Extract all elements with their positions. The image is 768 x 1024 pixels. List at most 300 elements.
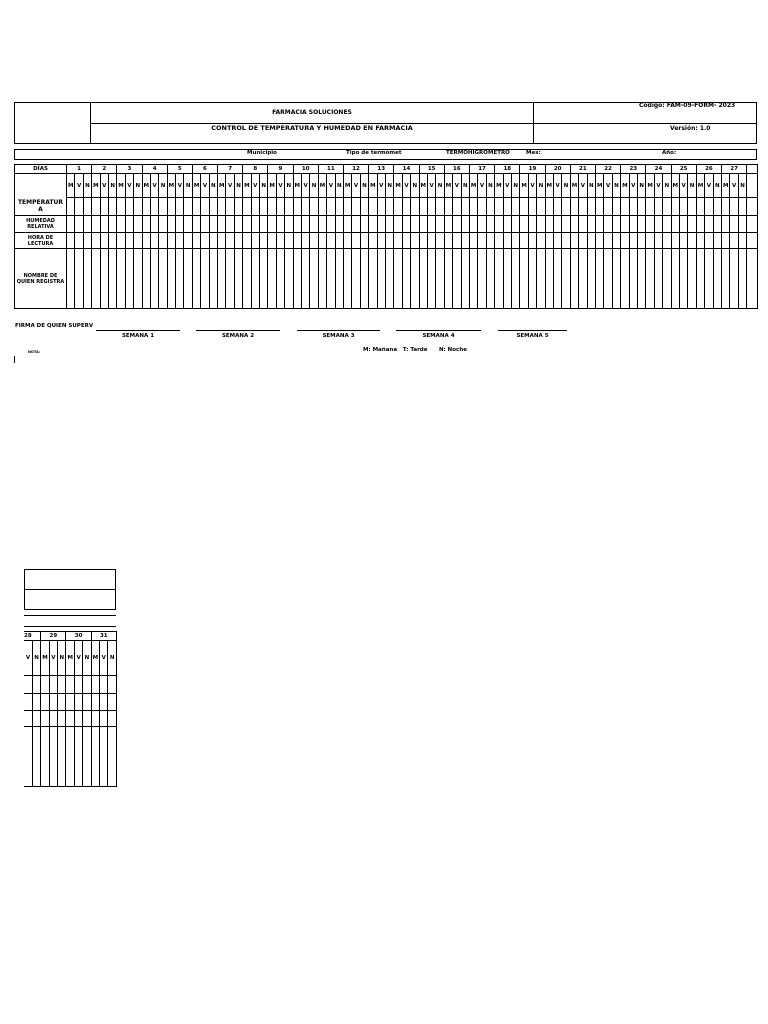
- entry-cell[interactable]: [92, 233, 100, 249]
- entry-cell[interactable]: [671, 216, 679, 233]
- entry-cell[interactable]: [83, 198, 91, 216]
- entry-cell[interactable]: [301, 249, 309, 309]
- entry-cell[interactable]: [738, 198, 746, 216]
- entry-cell[interactable]: [150, 198, 158, 216]
- entry-cell[interactable]: [226, 249, 234, 309]
- entry-cell[interactable]: [310, 198, 318, 216]
- entry-cell[interactable]: [478, 198, 486, 216]
- entry-cell[interactable]: [486, 198, 494, 216]
- entry-cell[interactable]: [41, 711, 49, 727]
- entry-cell[interactable]: [24, 676, 32, 694]
- entry-cell[interactable]: [587, 233, 595, 249]
- entry-cell[interactable]: [327, 216, 335, 233]
- entry-cell[interactable]: [343, 249, 351, 309]
- entry-cell[interactable]: [663, 198, 671, 216]
- entry-cell[interactable]: [453, 198, 461, 216]
- entry-cell[interactable]: [218, 249, 226, 309]
- entry-cell[interactable]: [83, 676, 91, 694]
- entry-cell[interactable]: [520, 216, 528, 233]
- entry-cell[interactable]: [167, 198, 175, 216]
- entry-cell[interactable]: [276, 198, 284, 216]
- entry-cell[interactable]: [117, 233, 125, 249]
- entry-cell[interactable]: [92, 249, 100, 309]
- entry-cell[interactable]: [184, 216, 192, 233]
- entry-cell[interactable]: [579, 216, 587, 233]
- entry-cell[interactable]: [738, 233, 746, 249]
- entry-cell[interactable]: [142, 249, 150, 309]
- entry-cell[interactable]: [125, 198, 133, 216]
- entry-cell[interactable]: [83, 233, 91, 249]
- entry-cell[interactable]: [503, 198, 511, 216]
- entry-cell[interactable]: [134, 198, 142, 216]
- entry-cell[interactable]: [486, 233, 494, 249]
- entry-cell[interactable]: [100, 711, 108, 727]
- entry-cell[interactable]: [469, 233, 477, 249]
- entry-cell[interactable]: [654, 249, 662, 309]
- entry-cell[interactable]: [192, 198, 200, 216]
- entry-cell[interactable]: [134, 233, 142, 249]
- entry-cell[interactable]: [310, 249, 318, 309]
- entry-cell[interactable]: [528, 198, 536, 216]
- entry-cell[interactable]: [478, 216, 486, 233]
- entry-cell[interactable]: [318, 249, 326, 309]
- entry-cell[interactable]: [545, 249, 553, 309]
- entry-cell[interactable]: [251, 216, 259, 233]
- entry-cell[interactable]: [134, 249, 142, 309]
- entry-cell[interactable]: [360, 233, 368, 249]
- entry-cell[interactable]: [562, 249, 570, 309]
- entry-cell[interactable]: [58, 711, 66, 727]
- entry-cell[interactable]: [301, 233, 309, 249]
- entry-cell[interactable]: [528, 233, 536, 249]
- entry-cell[interactable]: [100, 198, 108, 216]
- entry-cell[interactable]: [150, 233, 158, 249]
- entry-cell[interactable]: [192, 249, 200, 309]
- entry-cell[interactable]: [100, 233, 108, 249]
- entry-cell[interactable]: [41, 694, 49, 711]
- entry-cell[interactable]: [545, 233, 553, 249]
- entry-cell[interactable]: [234, 198, 242, 216]
- entry-cell[interactable]: [713, 233, 721, 249]
- entry-cell[interactable]: [520, 198, 528, 216]
- entry-cell[interactable]: [679, 216, 687, 233]
- entry-cell[interactable]: [654, 198, 662, 216]
- entry-cell[interactable]: [360, 198, 368, 216]
- entry-cell[interactable]: [722, 198, 730, 216]
- entry-cell[interactable]: [310, 216, 318, 233]
- entry-cell[interactable]: [58, 676, 66, 694]
- entry-cell[interactable]: [394, 198, 402, 216]
- entry-cell[interactable]: [402, 233, 410, 249]
- entry-cell[interactable]: [83, 249, 91, 309]
- entry-cell[interactable]: [352, 249, 360, 309]
- entry-cell[interactable]: [318, 198, 326, 216]
- entry-cell[interactable]: [722, 249, 730, 309]
- entry-cell[interactable]: [108, 694, 116, 711]
- entry-cell[interactable]: [134, 216, 142, 233]
- entry-cell[interactable]: [730, 216, 738, 233]
- entry-cell[interactable]: [520, 249, 528, 309]
- entry-cell[interactable]: [537, 233, 545, 249]
- entry-cell[interactable]: [621, 216, 629, 233]
- entry-cell[interactable]: [268, 233, 276, 249]
- entry-cell[interactable]: [159, 249, 167, 309]
- entry-cell[interactable]: [285, 216, 293, 233]
- entry-cell[interactable]: [293, 216, 301, 233]
- entry-cell[interactable]: [629, 233, 637, 249]
- entry-cell[interactable]: [108, 233, 116, 249]
- signature-line[interactable]: [396, 330, 481, 331]
- entry-cell[interactable]: [411, 233, 419, 249]
- entry-cell[interactable]: [705, 216, 713, 233]
- entry-cell[interactable]: [335, 216, 343, 233]
- entry-cell[interactable]: [553, 249, 561, 309]
- entry-cell[interactable]: [100, 676, 108, 694]
- entry-cell[interactable]: [226, 233, 234, 249]
- entry-cell[interactable]: [58, 727, 66, 787]
- entry-cell[interactable]: [192, 216, 200, 233]
- entry-cell[interactable]: [285, 249, 293, 309]
- entry-cell[interactable]: [427, 249, 435, 309]
- entry-cell[interactable]: [587, 198, 595, 216]
- entry-cell[interactable]: [537, 216, 545, 233]
- entry-cell[interactable]: [722, 216, 730, 233]
- entry-cell[interactable]: [495, 216, 503, 233]
- entry-cell[interactable]: [243, 216, 251, 233]
- entry-cell[interactable]: [352, 233, 360, 249]
- entry-cell[interactable]: [108, 198, 116, 216]
- entry-cell[interactable]: [562, 233, 570, 249]
- entry-cell[interactable]: [209, 216, 217, 233]
- entry-cell[interactable]: [436, 198, 444, 216]
- entry-cell[interactable]: [671, 198, 679, 216]
- entry-cell[interactable]: [688, 216, 696, 233]
- entry-cell[interactable]: [637, 198, 645, 216]
- entry-cell[interactable]: [92, 198, 100, 216]
- entry-cell[interactable]: [117, 249, 125, 309]
- entry-cell[interactable]: [385, 198, 393, 216]
- entry-cell[interactable]: [92, 216, 100, 233]
- entry-cell[interactable]: [318, 233, 326, 249]
- entry-cell[interactable]: [587, 216, 595, 233]
- entry-cell[interactable]: [654, 233, 662, 249]
- entry-cell[interactable]: [637, 216, 645, 233]
- entry-cell[interactable]: [528, 249, 536, 309]
- entry-cell[interactable]: [184, 233, 192, 249]
- entry-cell[interactable]: [612, 233, 620, 249]
- entry-cell[interactable]: [243, 233, 251, 249]
- entry-cell[interactable]: [234, 249, 242, 309]
- entry-cell[interactable]: [268, 198, 276, 216]
- entry-cell[interactable]: [730, 249, 738, 309]
- entry-cell[interactable]: [66, 711, 74, 727]
- entry-cell[interactable]: [688, 233, 696, 249]
- entry-cell[interactable]: [66, 727, 74, 787]
- entry-cell[interactable]: [259, 249, 267, 309]
- entry-cell[interactable]: [469, 249, 477, 309]
- entry-cell[interactable]: [74, 711, 82, 727]
- entry-cell[interactable]: [688, 198, 696, 216]
- entry-cell[interactable]: [327, 249, 335, 309]
- entry-cell[interactable]: [696, 233, 704, 249]
- entry-cell[interactable]: [159, 198, 167, 216]
- entry-cell[interactable]: [663, 233, 671, 249]
- entry-cell[interactable]: [562, 198, 570, 216]
- entry-cell[interactable]: [259, 198, 267, 216]
- entry-cell[interactable]: [612, 216, 620, 233]
- entry-cell[interactable]: [646, 198, 654, 216]
- entry-cell[interactable]: [100, 694, 108, 711]
- entry-cell[interactable]: [713, 216, 721, 233]
- entry-cell[interactable]: [444, 216, 452, 233]
- entry-cell[interactable]: [427, 216, 435, 233]
- entry-cell[interactable]: [537, 249, 545, 309]
- entry-cell[interactable]: [251, 233, 259, 249]
- entry-cell[interactable]: [579, 249, 587, 309]
- entry-cell[interactable]: [553, 198, 561, 216]
- entry-cell[interactable]: [738, 216, 746, 233]
- entry-cell[interactable]: [243, 249, 251, 309]
- entry-cell[interactable]: [461, 198, 469, 216]
- entry-cell[interactable]: [150, 216, 158, 233]
- entry-cell[interactable]: [503, 233, 511, 249]
- entry-cell[interactable]: [83, 694, 91, 711]
- entry-cell[interactable]: [595, 216, 603, 233]
- entry-cell[interactable]: [646, 233, 654, 249]
- entry-cell[interactable]: [24, 711, 32, 727]
- entry-cell[interactable]: [276, 233, 284, 249]
- entry-cell[interactable]: [184, 198, 192, 216]
- entry-cell[interactable]: [511, 198, 519, 216]
- entry-cell[interactable]: [100, 249, 108, 309]
- entry-cell[interactable]: [91, 694, 99, 711]
- entry-cell[interactable]: [377, 233, 385, 249]
- entry-cell[interactable]: [310, 233, 318, 249]
- entry-cell[interactable]: [75, 249, 83, 309]
- entry-cell[interactable]: [444, 198, 452, 216]
- entry-cell[interactable]: [49, 694, 57, 711]
- entry-cell[interactable]: [444, 249, 452, 309]
- entry-cell[interactable]: [453, 249, 461, 309]
- entry-cell[interactable]: [67, 249, 75, 309]
- entry-cell[interactable]: [32, 727, 40, 787]
- entry-cell[interactable]: [553, 216, 561, 233]
- entry-cell[interactable]: [495, 249, 503, 309]
- entry-cell[interactable]: [570, 249, 578, 309]
- entry-cell[interactable]: [24, 694, 32, 711]
- entry-cell[interactable]: [91, 727, 99, 787]
- entry-cell[interactable]: [385, 233, 393, 249]
- entry-cell[interactable]: [293, 249, 301, 309]
- entry-cell[interactable]: [167, 249, 175, 309]
- entry-cell[interactable]: [32, 676, 40, 694]
- entry-cell[interactable]: [377, 216, 385, 233]
- entry-cell[interactable]: [142, 198, 150, 216]
- entry-cell[interactable]: [629, 198, 637, 216]
- entry-cell[interactable]: [545, 216, 553, 233]
- entry-cell[interactable]: [738, 249, 746, 309]
- entry-cell[interactable]: [167, 216, 175, 233]
- entry-cell[interactable]: [436, 233, 444, 249]
- entry-cell[interactable]: [343, 233, 351, 249]
- entry-cell[interactable]: [696, 216, 704, 233]
- entry-cell[interactable]: [201, 198, 209, 216]
- entry-cell[interactable]: [385, 249, 393, 309]
- entry-cell[interactable]: [570, 198, 578, 216]
- entry-cell[interactable]: [646, 216, 654, 233]
- entry-cell[interactable]: [377, 198, 385, 216]
- entry-cell[interactable]: [67, 216, 75, 233]
- entry-cell[interactable]: [696, 198, 704, 216]
- entry-cell[interactable]: [604, 233, 612, 249]
- entry-cell[interactable]: [66, 676, 74, 694]
- entry-cell[interactable]: [49, 727, 57, 787]
- entry-cell[interactable]: [486, 216, 494, 233]
- entry-cell[interactable]: [176, 233, 184, 249]
- entry-cell[interactable]: [259, 216, 267, 233]
- entry-cell[interactable]: [327, 233, 335, 249]
- entry-cell[interactable]: [209, 249, 217, 309]
- entry-cell[interactable]: [352, 216, 360, 233]
- entry-cell[interactable]: [251, 249, 259, 309]
- entry-cell[interactable]: [293, 198, 301, 216]
- entry-cell[interactable]: [419, 233, 427, 249]
- entry-cell[interactable]: [226, 216, 234, 233]
- entry-cell[interactable]: [730, 198, 738, 216]
- entry-cell[interactable]: [176, 216, 184, 233]
- entry-cell[interactable]: [125, 216, 133, 233]
- entry-cell[interactable]: [335, 198, 343, 216]
- entry-cell[interactable]: [285, 233, 293, 249]
- entry-cell[interactable]: [730, 233, 738, 249]
- entry-cell[interactable]: [629, 249, 637, 309]
- entry-cell[interactable]: [218, 233, 226, 249]
- entry-cell[interactable]: [394, 249, 402, 309]
- entry-cell[interactable]: [545, 198, 553, 216]
- entry-cell[interactable]: [402, 249, 410, 309]
- entry-cell[interactable]: [83, 216, 91, 233]
- entry-cell[interactable]: [411, 249, 419, 309]
- entry-cell[interactable]: [595, 249, 603, 309]
- entry-cell[interactable]: [520, 233, 528, 249]
- entry-cell[interactable]: [276, 216, 284, 233]
- entry-cell[interactable]: [125, 249, 133, 309]
- entry-cell[interactable]: [335, 249, 343, 309]
- entry-cell[interactable]: [705, 249, 713, 309]
- entry-cell[interactable]: [705, 233, 713, 249]
- entry-cell[interactable]: [285, 198, 293, 216]
- entry-cell[interactable]: [621, 198, 629, 216]
- entry-cell[interactable]: [537, 198, 545, 216]
- entry-cell[interactable]: [478, 233, 486, 249]
- entry-cell[interactable]: [58, 694, 66, 711]
- entry-cell[interactable]: [671, 233, 679, 249]
- entry-cell[interactable]: [209, 233, 217, 249]
- entry-cell[interactable]: [402, 198, 410, 216]
- entry-cell[interactable]: [159, 216, 167, 233]
- entry-cell[interactable]: [293, 233, 301, 249]
- entry-cell[interactable]: [91, 711, 99, 727]
- entry-cell[interactable]: [100, 727, 108, 787]
- signature-line[interactable]: [96, 330, 180, 331]
- entry-cell[interactable]: [201, 233, 209, 249]
- entry-cell[interactable]: [369, 233, 377, 249]
- entry-cell[interactable]: [604, 216, 612, 233]
- entry-cell[interactable]: [511, 233, 519, 249]
- entry-cell[interactable]: [167, 233, 175, 249]
- entry-cell[interactable]: [595, 233, 603, 249]
- entry-cell[interactable]: [427, 233, 435, 249]
- entry-cell[interactable]: [713, 249, 721, 309]
- entry-cell[interactable]: [394, 216, 402, 233]
- entry-cell[interactable]: [75, 198, 83, 216]
- entry-cell[interactable]: [352, 198, 360, 216]
- entry-cell[interactable]: [604, 198, 612, 216]
- entry-cell[interactable]: [41, 676, 49, 694]
- entry-cell[interactable]: [74, 727, 82, 787]
- entry-cell[interactable]: [612, 198, 620, 216]
- entry-cell[interactable]: [218, 198, 226, 216]
- entry-cell[interactable]: [327, 198, 335, 216]
- entry-cell[interactable]: [184, 249, 192, 309]
- entry-cell[interactable]: [67, 198, 75, 216]
- entry-cell[interactable]: [495, 198, 503, 216]
- entry-cell[interactable]: [176, 198, 184, 216]
- entry-cell[interactable]: [108, 711, 116, 727]
- entry-cell[interactable]: [385, 216, 393, 233]
- entry-cell[interactable]: [621, 249, 629, 309]
- entry-cell[interactable]: [419, 249, 427, 309]
- entry-cell[interactable]: [201, 216, 209, 233]
- signature-line[interactable]: [498, 330, 567, 331]
- entry-cell[interactable]: [176, 249, 184, 309]
- entry-cell[interactable]: [259, 233, 267, 249]
- entry-cell[interactable]: [663, 249, 671, 309]
- entry-cell[interactable]: [461, 249, 469, 309]
- entry-cell[interactable]: [486, 249, 494, 309]
- entry-cell[interactable]: [83, 727, 91, 787]
- entry-cell[interactable]: [67, 233, 75, 249]
- entry-cell[interactable]: [32, 711, 40, 727]
- entry-cell[interactable]: [301, 198, 309, 216]
- entry-cell[interactable]: [74, 676, 82, 694]
- entry-cell[interactable]: [49, 711, 57, 727]
- entry-cell[interactable]: [495, 233, 503, 249]
- signature-line[interactable]: [297, 330, 380, 331]
- entry-cell[interactable]: [343, 216, 351, 233]
- entry-cell[interactable]: [335, 233, 343, 249]
- entry-cell[interactable]: [579, 233, 587, 249]
- entry-cell[interactable]: [268, 249, 276, 309]
- entry-cell[interactable]: [469, 216, 477, 233]
- entry-cell[interactable]: [511, 249, 519, 309]
- entry-cell[interactable]: [150, 249, 158, 309]
- entry-cell[interactable]: [419, 198, 427, 216]
- entry-cell[interactable]: [411, 198, 419, 216]
- entry-cell[interactable]: [74, 694, 82, 711]
- entry-cell[interactable]: [570, 216, 578, 233]
- entry-cell[interactable]: [436, 249, 444, 309]
- entry-cell[interactable]: [722, 233, 730, 249]
- entry-cell[interactable]: [360, 249, 368, 309]
- entry-cell[interactable]: [301, 216, 309, 233]
- entry-cell[interactable]: [621, 233, 629, 249]
- entry-cell[interactable]: [24, 727, 32, 787]
- entry-cell[interactable]: [117, 216, 125, 233]
- entry-cell[interactable]: [696, 249, 704, 309]
- entry-cell[interactable]: [654, 216, 662, 233]
- entry-cell[interactable]: [142, 233, 150, 249]
